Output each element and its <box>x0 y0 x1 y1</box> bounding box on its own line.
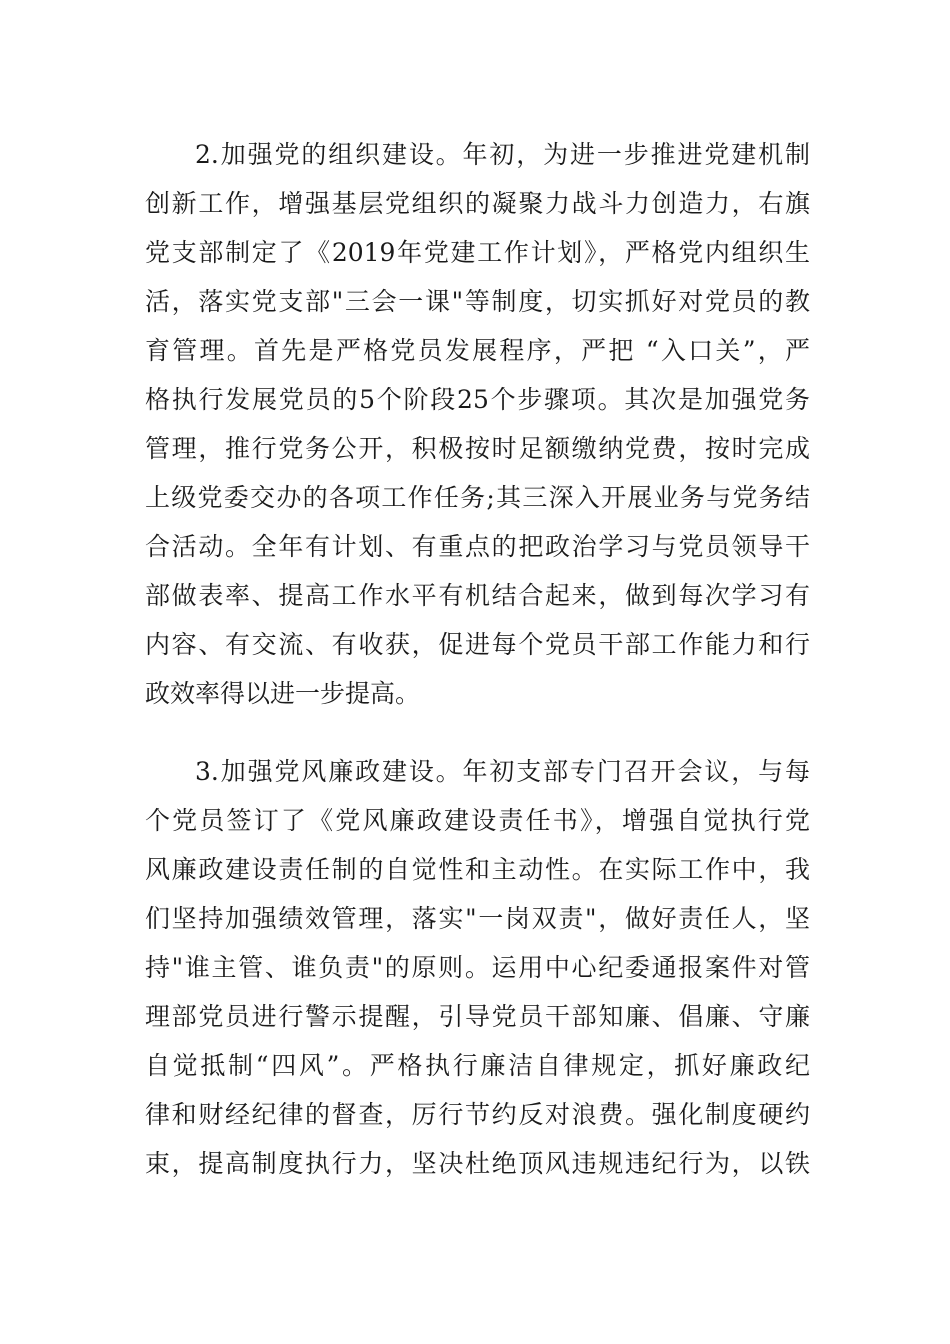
text-line: 律和财经纪律的督查，厉行节约反对浪费。强化制度硬约 <box>145 1100 810 1129</box>
text-line: 育管理。首先是严格党员发展程序，严把 “入口关”，严 <box>145 336 810 365</box>
text-line: 自觉抵制“四风”。严格执行廉洁自律规定，抓好廉政纪 <box>145 1051 810 1080</box>
text-line: 风廉政建设责任制的自觉性和主动性。在实际工作中，我 <box>145 855 810 884</box>
text-line: 内容、有交流、有收获，促进每个党员干部工作能力和行 <box>145 630 810 659</box>
text-line: 3.加强党风廉政建设。年初支部专门召开会议，与每 <box>195 757 810 786</box>
text-line: 上级党委交办的各项工作任务;其三深入开展业务与党务结 <box>145 483 810 512</box>
text-line: 2.加强党的组织建设。年初，为进一步推进党建机制 <box>195 140 810 169</box>
text-line: 党支部制定了《2019年党建工作计划》，严格党内组织生 <box>145 238 810 267</box>
text-line: 持"谁主管、谁负责"的原则。运用中心纪委通报案件对管 <box>145 953 810 982</box>
paragraph-organization-building <box>145 130 810 718</box>
text-line: 合活动。全年有计划、有重点的把政治学习与党员领导干 <box>145 532 810 561</box>
text-line: 部做表率、提高工作水平有机结合起来，做到每次学习有 <box>145 581 810 610</box>
text-line: 活，落实党支部"三会一课"等制度，切实抓好对党员的教 <box>145 287 810 316</box>
text-line: 创新工作，增强基层党组织的凝聚力战斗力创造力，右旗 <box>145 189 810 218</box>
text-line: 政效率得以进一步提高。 <box>145 679 421 708</box>
text-line: 个党员签订了《党风廉政建设责任书》，增强自觉执行党 <box>145 806 810 835</box>
text-line: 理部党员进行警示提醒，引导党员干部知廉、倡廉、守廉 <box>145 1002 810 1031</box>
text-line: 束，提高制度执行力，坚决杜绝顶风违规违纪行为，以铁 <box>145 1149 810 1178</box>
paragraph-integrity-building <box>145 747 810 1188</box>
text-line: 管理，推行党务公开，积极按时足额缴纳党费，按时完成 <box>145 434 810 463</box>
text-line: 们坚持加强绩效管理，落实"一岗双责"，做好责任人，坚 <box>145 904 810 933</box>
text-line: 格执行发展党员的5个阶段25个步骤项。其次是加强党务 <box>145 385 810 414</box>
